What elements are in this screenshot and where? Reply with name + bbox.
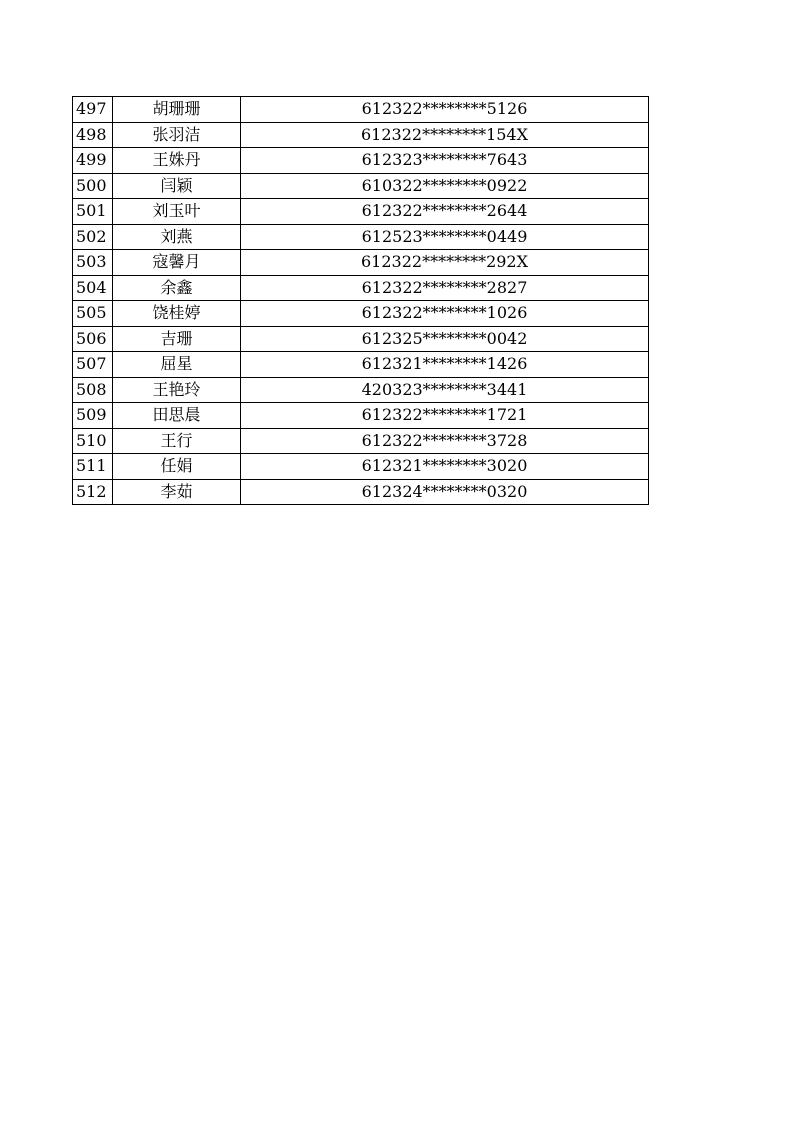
row-number-cell: 497 <box>73 97 113 123</box>
table-row <box>73 352 649 378</box>
table-row <box>73 428 649 454</box>
table-row <box>73 224 649 250</box>
id-number-cell: 612322********3728 <box>241 428 649 454</box>
id-number-cell: 612322********2827 <box>241 275 649 301</box>
name-cell: 余鑫 <box>113 275 241 301</box>
id-number-cell: 612324********0320 <box>241 479 649 505</box>
id-number-cell: 612321********3020 <box>241 454 649 480</box>
row-number-cell: 510 <box>73 428 113 454</box>
name-cell: 王行 <box>113 428 241 454</box>
row-number-cell: 504 <box>73 275 113 301</box>
id-number-cell: 420323********3441 <box>241 377 649 403</box>
table-row <box>73 122 649 148</box>
id-number-cell: 612322********1721 <box>241 403 649 429</box>
table-row <box>73 199 649 225</box>
row-number-cell: 501 <box>73 199 113 225</box>
name-cell: 李茹 <box>113 479 241 505</box>
row-number-cell: 506 <box>73 326 113 352</box>
id-number-cell: 612322********1026 <box>241 301 649 327</box>
row-number-cell: 505 <box>73 301 113 327</box>
name-cell: 任娟 <box>113 454 241 480</box>
name-cell: 吉珊 <box>113 326 241 352</box>
roster-table <box>72 96 649 505</box>
id-number-cell: 612322********2644 <box>241 199 649 225</box>
id-number-cell: 612322********292X <box>241 250 649 276</box>
table-row <box>73 454 649 480</box>
name-cell: 刘燕 <box>113 224 241 250</box>
row-number-cell: 512 <box>73 479 113 505</box>
name-cell: 屈星 <box>113 352 241 378</box>
id-number-cell: 612321********1426 <box>241 352 649 378</box>
table-row <box>73 97 649 123</box>
table-row <box>73 403 649 429</box>
id-number-cell: 612323********7643 <box>241 148 649 174</box>
row-number-cell: 503 <box>73 250 113 276</box>
table-row <box>73 301 649 327</box>
name-cell: 张羽洁 <box>113 122 241 148</box>
table-row <box>73 173 649 199</box>
name-cell: 寇馨月 <box>113 250 241 276</box>
table-row <box>73 479 649 505</box>
row-number-cell: 511 <box>73 454 113 480</box>
name-cell: 闫颖 <box>113 173 241 199</box>
row-number-cell: 500 <box>73 173 113 199</box>
name-cell: 王艳玲 <box>113 377 241 403</box>
name-cell: 刘玉叶 <box>113 199 241 225</box>
id-number-cell: 612322********5126 <box>241 97 649 123</box>
name-cell: 饶桂婷 <box>113 301 241 327</box>
roster-body <box>73 97 649 505</box>
table-row <box>73 148 649 174</box>
table-row <box>73 250 649 276</box>
row-number-cell: 508 <box>73 377 113 403</box>
row-number-cell: 507 <box>73 352 113 378</box>
id-number-cell: 610322********0922 <box>241 173 649 199</box>
id-number-cell: 612325********0042 <box>241 326 649 352</box>
name-cell: 王姝丹 <box>113 148 241 174</box>
table-row <box>73 377 649 403</box>
table-row <box>73 326 649 352</box>
row-number-cell: 498 <box>73 122 113 148</box>
row-number-cell: 509 <box>73 403 113 429</box>
name-cell: 胡珊珊 <box>113 97 241 123</box>
name-cell: 田思晨 <box>113 403 241 429</box>
row-number-cell: 502 <box>73 224 113 250</box>
table-row <box>73 275 649 301</box>
id-number-cell: 612322********154X <box>241 122 649 148</box>
row-number-cell: 499 <box>73 148 113 174</box>
id-number-cell: 612523********0449 <box>241 224 649 250</box>
